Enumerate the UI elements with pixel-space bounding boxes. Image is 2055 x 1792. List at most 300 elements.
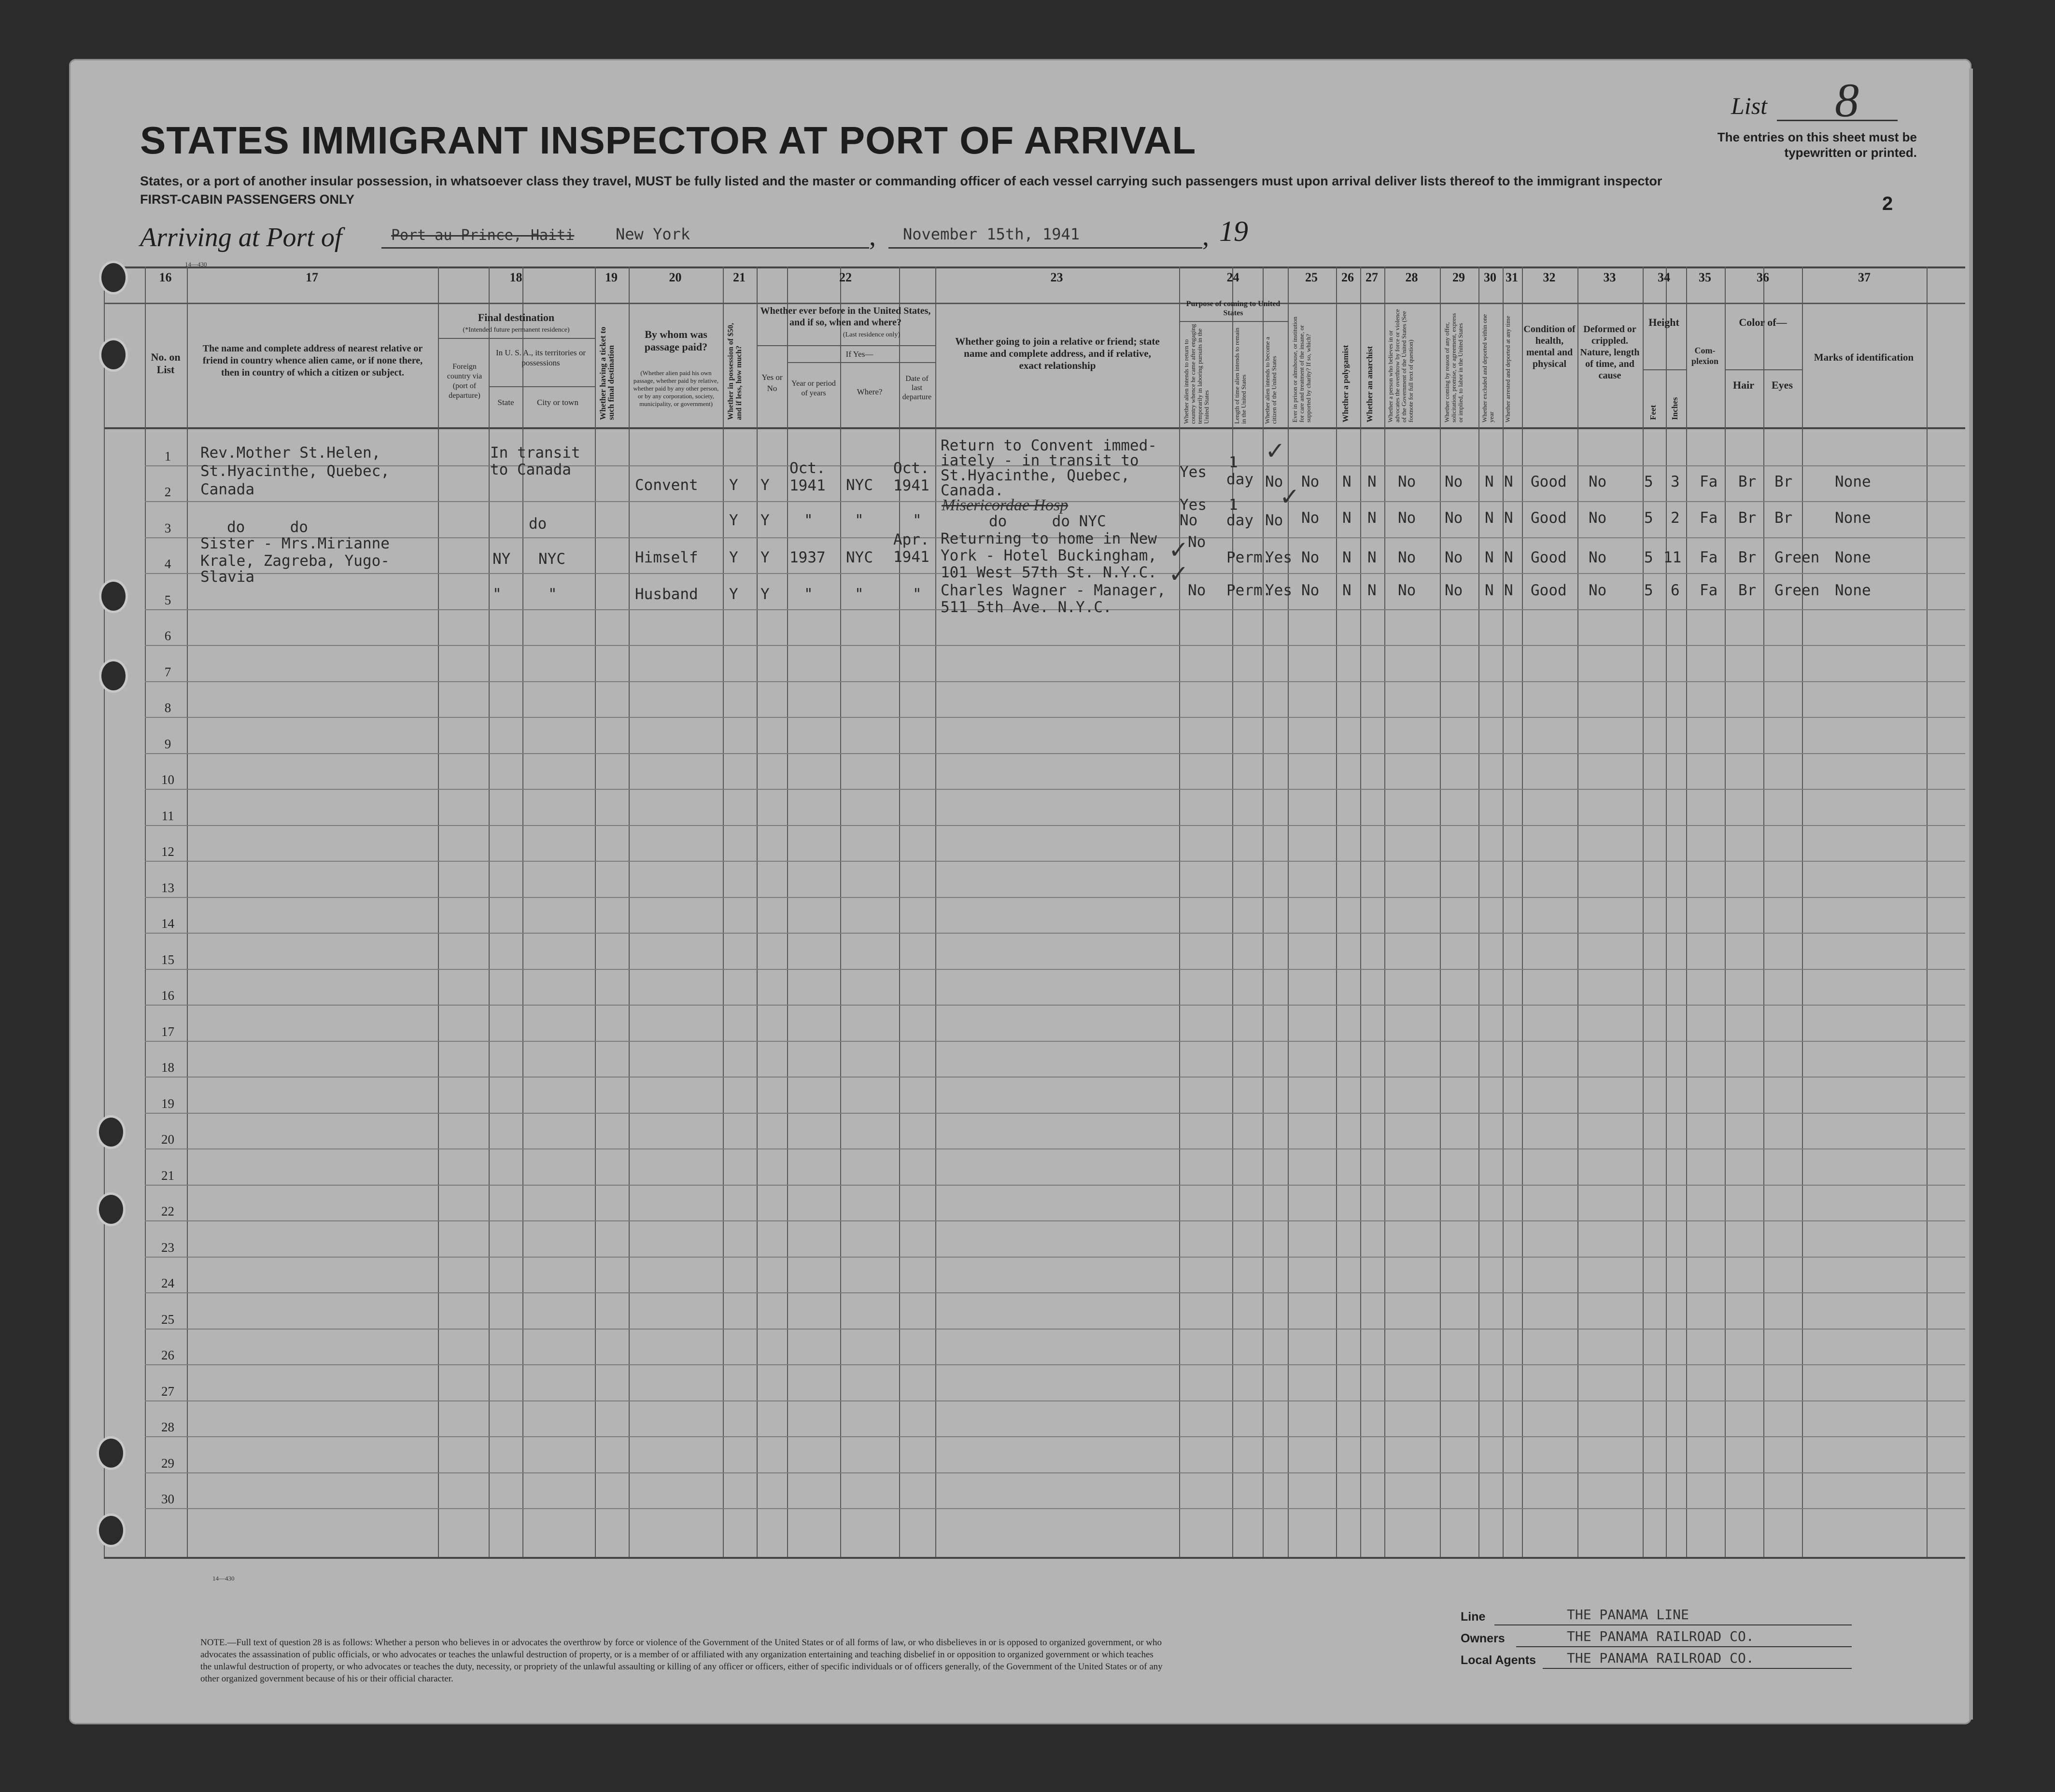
row1-deformed: No xyxy=(1589,473,1607,490)
port-line xyxy=(381,247,869,249)
row3-col27: N xyxy=(1367,549,1377,566)
binder-hole xyxy=(99,579,128,613)
row1-paid-by: Convent xyxy=(635,476,698,494)
row2-col28: No xyxy=(1398,509,1416,527)
row-number: 29 xyxy=(161,1456,174,1470)
row3-purpose-a: No xyxy=(1188,533,1206,551)
row1-where: NYC xyxy=(846,476,873,494)
row1-col26: N xyxy=(1342,473,1351,490)
subtitle: States, or a port of another insular possession, in whatsoever class they travel, MUST be fully listed and the master or commanding officer of each vessel carrying such passengers must upon arrival deliver lists thereof to the immigrant inspector xyxy=(140,174,1662,188)
binder-hole xyxy=(99,659,128,693)
row3-relative-line2: Krale, Zagreba, Yugo- xyxy=(200,552,390,570)
row4-year: " xyxy=(804,586,813,603)
column-rule xyxy=(1666,266,1667,1557)
row3-state: NY xyxy=(493,550,511,568)
header-marks: Marks of identification xyxy=(1814,351,1914,363)
row1-complexion: Fa xyxy=(1700,473,1718,490)
colnum: 16 xyxy=(159,270,172,284)
subheader-rule xyxy=(1643,369,1686,370)
row2-departure: " xyxy=(913,512,922,529)
row3-departure: Apr. 1941 xyxy=(893,531,929,566)
row-number: 10 xyxy=(161,772,174,787)
row-number: 15 xyxy=(161,952,174,967)
check-mark: ✓ xyxy=(1265,437,1285,465)
row3-purpose-b: Perm. xyxy=(1226,549,1272,566)
row-number: 26 xyxy=(161,1348,174,1362)
column-rule xyxy=(595,266,596,1557)
header-in-usa: In U. S. A., its territories or possessions xyxy=(495,348,586,367)
row-rule xyxy=(145,861,1965,862)
row1-marks: None xyxy=(1835,473,1871,490)
row1-col22-yes: Y xyxy=(760,476,770,494)
row3-marks: None xyxy=(1835,549,1871,566)
header-last-departure: Date of last departure xyxy=(902,375,932,401)
row2-eyes: Br xyxy=(1774,509,1793,527)
colnum: 28 xyxy=(1405,270,1418,284)
row2-feet: 5 xyxy=(1644,509,1653,527)
page-title: STATES IMMIGRANT INSPECTOR AT PORT OF ARRIVAL xyxy=(140,119,1196,162)
row3-complexion: Fa xyxy=(1700,549,1718,566)
header-state: State xyxy=(497,398,514,407)
colnum: 29 xyxy=(1452,270,1465,284)
column-rule xyxy=(1522,266,1523,1557)
row2-health: Good xyxy=(1531,509,1567,527)
binder-hole xyxy=(97,1192,126,1226)
row1-col28: No xyxy=(1398,473,1416,490)
header-q31: Whether arrested and deported at any time xyxy=(1504,316,1511,422)
row1-col25: No xyxy=(1301,473,1320,490)
row1-join-line2: iately - in transit to xyxy=(941,452,1139,469)
row1-relative-line1: Rev.Mother St.Helen, xyxy=(200,444,381,462)
agents-value: THE PANAMA RAILROAD CO. xyxy=(1567,1650,1754,1666)
row-rule xyxy=(145,825,1965,826)
row-number: 4 xyxy=(164,557,171,571)
header-q30: Whether excluded and deported within one year xyxy=(1481,314,1495,422)
column-rule xyxy=(1643,266,1644,1557)
column-rule xyxy=(1802,266,1803,1557)
binder-hole xyxy=(99,338,128,372)
column-rule xyxy=(1263,266,1264,1557)
header-yes-or-no: Yes or No xyxy=(761,373,783,393)
row3-paid-by: Himself xyxy=(635,549,698,566)
row-rule xyxy=(145,969,1965,970)
row3-col26: N xyxy=(1342,549,1351,566)
row4-departure: " xyxy=(913,586,922,603)
header-where: Where? xyxy=(857,387,883,396)
colnum: 20 xyxy=(669,270,682,284)
row2-col25: No xyxy=(1301,509,1320,527)
row2-col22-yes: Y xyxy=(760,512,770,529)
colnum: 36 xyxy=(1757,270,1769,284)
row-rule xyxy=(145,1472,1965,1473)
owners-value: THE PANAMA RAILROAD CO. xyxy=(1567,1628,1754,1644)
row-rule xyxy=(145,1400,1965,1401)
colnum: 31 xyxy=(1506,270,1518,284)
column-rule xyxy=(1384,266,1385,1557)
column-rule xyxy=(489,266,490,1557)
year-prefix: 19 xyxy=(1219,215,1248,247)
row-rule xyxy=(145,1436,1965,1437)
header-final-destination-note: (*Intended future permanent residence) xyxy=(463,326,570,334)
row-number: 1 xyxy=(164,448,171,463)
comma-2: , xyxy=(1202,222,1209,252)
footnote-question-28: NOTE.—Full text of question 28 is as follows: Whether a person who believes in or advocates the overthrow by force or violence of the Government of the United States or of all forms of law, or who disbelieves in or is opposed to organized government, or who advocates the assassination of public officials, or who advocates or teaches the unlawful destruction of property, or is a member of or affiliated with any organization entertaining and teaching disbelief in or opposition to organized government or which teaches the unlawful destruction of property, or who advocates or teaches the duty, necessity, or propriety of the unlawful assaulting or killing of any officer or officers, either of specific individuals or of officers generally, of the Government of the United States or of any other organized government because of his or their official character. xyxy=(200,1638,1163,1684)
line-value: THE PANAMA LINE xyxy=(1567,1607,1689,1623)
row1-join-line3: St.Hyacinthe, Quebec, xyxy=(941,467,1130,484)
agents-label: Local Agents xyxy=(1461,1653,1536,1667)
row2-col29: No xyxy=(1445,509,1463,527)
subheader-rule xyxy=(1179,321,1288,322)
row-number: 13 xyxy=(161,880,174,895)
row-rule xyxy=(145,1508,1965,1509)
row-rule xyxy=(145,681,1965,682)
row2-purpose-b2: day xyxy=(1226,512,1253,529)
row-rule xyxy=(145,717,1965,718)
row4-col31: N xyxy=(1504,582,1513,599)
header-height: Height xyxy=(1648,316,1679,328)
row2-col21: Y xyxy=(729,512,738,529)
row4-col25: No xyxy=(1301,582,1320,599)
row4-col30: N xyxy=(1485,582,1494,599)
row1-year: Oct. 1941 xyxy=(789,460,826,494)
row3-col25: No xyxy=(1301,549,1320,566)
row3-city: NYC xyxy=(538,550,565,568)
column-rule xyxy=(1763,266,1764,1557)
row-number: 6 xyxy=(164,629,171,643)
row2-year: " xyxy=(804,512,813,529)
row3-hair: Br xyxy=(1738,549,1757,566)
row3-health: Good xyxy=(1531,549,1567,566)
row1-join-line1: Return to Convent immed- xyxy=(941,437,1157,454)
column-rule xyxy=(629,266,630,1557)
row1-purpose-b2: day xyxy=(1226,471,1253,488)
row1-destination-line1: In transit xyxy=(490,444,580,462)
row4-city: " xyxy=(548,586,557,603)
row4-hair: Br xyxy=(1738,582,1757,599)
colnum: 34 xyxy=(1658,270,1670,284)
owners-label: Owners xyxy=(1461,1632,1505,1645)
row-rule xyxy=(145,1257,1965,1258)
colnum: 23 xyxy=(1050,270,1063,284)
row1-col31: N xyxy=(1504,473,1513,490)
form-code-bottom: 14—430 xyxy=(212,1575,235,1582)
row2-col31: N xyxy=(1504,509,1513,527)
class-line: FIRST-CABIN PASSENGERS ONLY xyxy=(140,192,355,207)
header-year: Year or period of years xyxy=(791,379,836,397)
row-rule xyxy=(145,789,1965,790)
row4-feet: 5 xyxy=(1644,582,1653,599)
row2-col27: N xyxy=(1367,509,1377,527)
column-rule xyxy=(1577,266,1578,1557)
header-last-residence: (Last residence only) xyxy=(843,331,901,338)
row4-col26: N xyxy=(1342,582,1351,599)
column-rule xyxy=(840,266,841,1557)
row-rule xyxy=(145,897,1965,898)
row-number: 24 xyxy=(161,1276,174,1290)
row-rule xyxy=(145,1041,1965,1042)
check-mark: ✓ xyxy=(1280,483,1300,511)
row3-purpose-c: Yes xyxy=(1265,549,1292,566)
row4-purpose-b: Perm. xyxy=(1226,582,1272,599)
row2-hair: Br xyxy=(1738,509,1757,527)
row4-inches: 6 xyxy=(1671,582,1680,599)
colnum: 27 xyxy=(1365,270,1378,284)
row4-purpose-c: Yes xyxy=(1265,582,1292,599)
check-mark: ✓ xyxy=(1168,560,1189,588)
row1-health: Good xyxy=(1531,473,1567,490)
column-rule xyxy=(1725,266,1726,1557)
row-number: 17 xyxy=(161,1024,174,1039)
row1-relative-line2: St.Hyacinthe, Quebec, xyxy=(200,462,390,480)
row2-purpose-c: No xyxy=(1265,512,1283,529)
row-number: 8 xyxy=(164,700,171,715)
row-number: 14 xyxy=(161,916,174,931)
row3-where: NYC xyxy=(846,549,873,566)
header-ever-before: Whether ever before in the United States, and if so, when and where? xyxy=(760,306,931,328)
row-number: 12 xyxy=(161,844,174,859)
row3-col30: N xyxy=(1485,549,1494,566)
colnum: 17 xyxy=(306,270,318,284)
row1-col30: N xyxy=(1485,473,1494,490)
row-rule xyxy=(145,1077,1965,1078)
row1-inches: 3 xyxy=(1671,473,1680,490)
entries-note: The entries on this sheet must be typewritten or printed. xyxy=(1717,130,1917,160)
header-purpose: Purpose of coming to United States xyxy=(1186,300,1281,317)
header-hair: Hair xyxy=(1733,379,1754,391)
row4-deformed: No xyxy=(1589,582,1607,599)
colnum: 26 xyxy=(1341,270,1354,284)
row2-col30: N xyxy=(1485,509,1494,527)
subheader-rule xyxy=(787,362,935,363)
header-q28: Whether a person who believes in or advocates the overthrow by force or violence of the Government of the United States (See footnote for full text of question) xyxy=(1387,309,1414,422)
column-rule xyxy=(1478,266,1479,1557)
row3-eyes: Green xyxy=(1774,549,1820,566)
colnum: 35 xyxy=(1699,270,1711,284)
subheader-rule xyxy=(757,345,935,346)
column-rule xyxy=(1336,266,1337,1557)
row4-where: " xyxy=(855,586,864,603)
row4-col21: Y xyxy=(729,586,738,603)
header-if-yes: If Yes— xyxy=(845,350,873,359)
subheader-rule xyxy=(489,386,595,387)
row3-join-line1: Returning to home in New xyxy=(941,530,1157,547)
row4-col29: No xyxy=(1445,582,1463,599)
subheader-rule xyxy=(438,338,595,339)
row-rule xyxy=(145,1185,1965,1186)
row2-purpose-a: No xyxy=(1180,512,1198,529)
row4-health: Good xyxy=(1531,582,1567,599)
row1-col27: N xyxy=(1367,473,1377,490)
row2-deformed: No xyxy=(1589,509,1607,527)
comma-1: , xyxy=(869,222,876,252)
header-polygamist: Whether a polygamist xyxy=(1341,345,1350,422)
row1-purpose-b1: 1 xyxy=(1229,454,1238,471)
header-anarchist: Whether an anarchist xyxy=(1365,346,1374,422)
binder-hole xyxy=(97,1115,126,1149)
row-number: 19 xyxy=(161,1096,174,1111)
header-final-destination: Final destination xyxy=(478,311,555,323)
header-nearest-relative: The name and complete address of nearest relative or friend in country whence alien came, or if none there, then in country of which a citizen or subject. xyxy=(202,343,423,378)
arriving-label: Arriving at Port of xyxy=(140,223,342,252)
header-passage-note: (Whether alien paid his own passage, whether paid by relative, whether paid by any other person, or by any corporation, society, municipality, or government) xyxy=(633,369,719,407)
header-deformed: Deformed or crippled. Nature, length of time, and cause xyxy=(1580,324,1640,381)
row4-join-line1: Charles Wagner - Manager, xyxy=(941,582,1166,599)
row1-purpose-c: No xyxy=(1265,473,1283,490)
row-number: 2 xyxy=(164,485,171,499)
form-code-top: 14—430 xyxy=(185,261,207,268)
colnum: 30 xyxy=(1484,270,1496,284)
column-rule xyxy=(1503,266,1504,1557)
row-rule xyxy=(145,1005,1965,1006)
row2-purpose-a-alt: Yes xyxy=(1180,496,1207,514)
column-rule xyxy=(104,266,105,1557)
row-number: 16 xyxy=(161,988,174,1003)
row-rule xyxy=(145,645,1965,646)
row-number: 5 xyxy=(164,592,171,607)
row1-relative-line3: Canada xyxy=(200,481,254,498)
column-rule xyxy=(1360,266,1361,1557)
column-rule xyxy=(1686,266,1687,1557)
header-join-relative: Whether going to join a relative or friend; state name and complete address, and if relative, exact relationship xyxy=(955,336,1160,371)
row1-feet: 5 xyxy=(1644,473,1653,490)
colnum: 21 xyxy=(733,270,746,284)
colnum: 25 xyxy=(1305,270,1318,284)
header-ticket: Whether having a ticket to such final destination xyxy=(598,326,616,420)
row-number: 28 xyxy=(161,1420,174,1434)
binder-hole xyxy=(97,1513,126,1547)
row4-col22-yes: Y xyxy=(760,586,770,603)
row2-purpose-b1: 1 xyxy=(1229,496,1238,514)
header-eyes: Eyes xyxy=(1772,379,1793,391)
line-label: Line xyxy=(1461,1610,1486,1624)
row4-eyes: Green xyxy=(1774,582,1820,599)
row3-col21: Y xyxy=(729,549,738,566)
line-underline xyxy=(1494,1624,1852,1625)
row2-relative: do do xyxy=(227,518,308,536)
row4-col28: No xyxy=(1398,582,1416,599)
row-rule xyxy=(145,1364,1965,1365)
binder-hole xyxy=(97,1436,126,1470)
row-number: 22 xyxy=(161,1204,174,1218)
row-rule xyxy=(145,1148,1965,1149)
row4-marks: None xyxy=(1835,582,1871,599)
sheet-number: 2 xyxy=(1882,193,1893,214)
header-purpose-c: Whether alien intends to become a citizen of the United States xyxy=(1264,336,1278,424)
header-city: City or town xyxy=(537,398,578,407)
row3-relative-line3: Slavia xyxy=(200,568,254,586)
header-color-of: Color of— xyxy=(1739,316,1787,328)
row-number: 27 xyxy=(161,1384,174,1399)
date-line xyxy=(888,247,1202,249)
row-number: 7 xyxy=(164,664,171,679)
colnum: 33 xyxy=(1603,270,1616,284)
row3-year: 1937 xyxy=(789,549,826,566)
row3-join-line2: York - Hotel Buckingham, xyxy=(941,547,1157,564)
row2-inches: 2 xyxy=(1671,509,1680,527)
header-prison: Ever in prison or almshouse, or institution for care and treatment of the insane, or supported by charity? If so, which? xyxy=(1291,316,1312,422)
row-rule xyxy=(145,1329,1965,1330)
row1-destination-line2: to Canada xyxy=(490,461,571,478)
row1-eyes: Br xyxy=(1774,473,1793,490)
row3-col29: No xyxy=(1445,549,1463,566)
header-q29: Whether coming by reason of any offer, solicitation, promise, or agreement, express or implied, to labor in the United States xyxy=(1443,313,1464,422)
column-rule xyxy=(787,266,788,1557)
colnum: 22 xyxy=(839,270,852,284)
column-rule xyxy=(723,266,724,1557)
row-rule xyxy=(145,1113,1965,1114)
row2-city: do xyxy=(529,515,547,532)
row-number: 21 xyxy=(161,1168,174,1183)
row4-complexion: Fa xyxy=(1700,582,1718,599)
column-rule xyxy=(1440,266,1441,1557)
page-edge xyxy=(1969,69,1973,1720)
row3-col28: No xyxy=(1398,549,1416,566)
header-condition: Condition of health, mental and physical xyxy=(1523,324,1576,369)
header-inches: Inches xyxy=(1670,397,1679,420)
colnum: 24 xyxy=(1226,270,1239,284)
column-rule xyxy=(757,266,758,1557)
header-foreign-country: Foreign country via (port of departure) xyxy=(447,363,482,400)
check-mark: ✓ xyxy=(1168,536,1189,564)
row4-state: " xyxy=(493,586,502,603)
colnum: 18 xyxy=(509,270,522,284)
row1-col29: No xyxy=(1445,473,1463,490)
port-struck: Port-au-Prince, Haiti xyxy=(391,227,575,244)
row2-join-handwritten: Misericordae Hosp xyxy=(942,496,1069,514)
row3-deformed: No xyxy=(1589,549,1607,566)
row-number: 3 xyxy=(164,520,171,535)
row3-feet: 5 xyxy=(1644,549,1653,566)
row1-col21: Y xyxy=(729,476,738,494)
column-rule xyxy=(438,266,439,1557)
column-rule xyxy=(1288,266,1289,1557)
header-purpose-b: Length of time alien intends to remain in the United States xyxy=(1233,327,1247,424)
colnum: 37 xyxy=(1858,270,1871,284)
row2-complexion: Fa xyxy=(1700,509,1718,527)
row2-col26: N xyxy=(1342,509,1351,527)
row1-hair: Br xyxy=(1738,473,1757,490)
row1-join-line4: Canada. xyxy=(941,482,1004,499)
header-feet: Feet xyxy=(1648,405,1658,420)
row1-departure: Oct. 1941 xyxy=(893,460,929,494)
list-number: 8 xyxy=(1835,73,1859,127)
owners-underline xyxy=(1516,1646,1852,1647)
row1-purpose-a: Yes xyxy=(1180,463,1207,481)
row2-join: do do NYC xyxy=(989,513,1106,530)
table-bottom-rule xyxy=(104,1557,1965,1559)
header-possession: Whether in possession of $50, and if less, how much? xyxy=(727,322,743,420)
row4-paid-by: Husband xyxy=(635,586,698,603)
row2-marks: None xyxy=(1835,509,1871,527)
row-number: 25 xyxy=(161,1312,174,1327)
list-label: List xyxy=(1731,92,1768,119)
row4-col27: N xyxy=(1367,582,1377,599)
header-passage-paid: By whom was passage paid? xyxy=(644,328,708,353)
row4-join-line2: 511 5th Ave. N.Y.C. xyxy=(941,599,1112,616)
row-rule xyxy=(145,1220,1965,1221)
row3-join-line3: 101 West 57th St. N.Y.C. xyxy=(941,564,1157,581)
row-number: 23 xyxy=(161,1240,174,1255)
row-rule xyxy=(145,1292,1965,1293)
port-of-arrival: New York xyxy=(616,225,690,243)
colnum: 32 xyxy=(1543,270,1556,284)
binder-hole xyxy=(99,261,128,294)
arrival-date: November 15th, 1941 xyxy=(903,225,1080,243)
agents-underline xyxy=(1543,1668,1852,1669)
colnum: 19 xyxy=(605,270,618,284)
row-number: 18 xyxy=(161,1060,174,1075)
row-number: 9 xyxy=(164,736,171,751)
